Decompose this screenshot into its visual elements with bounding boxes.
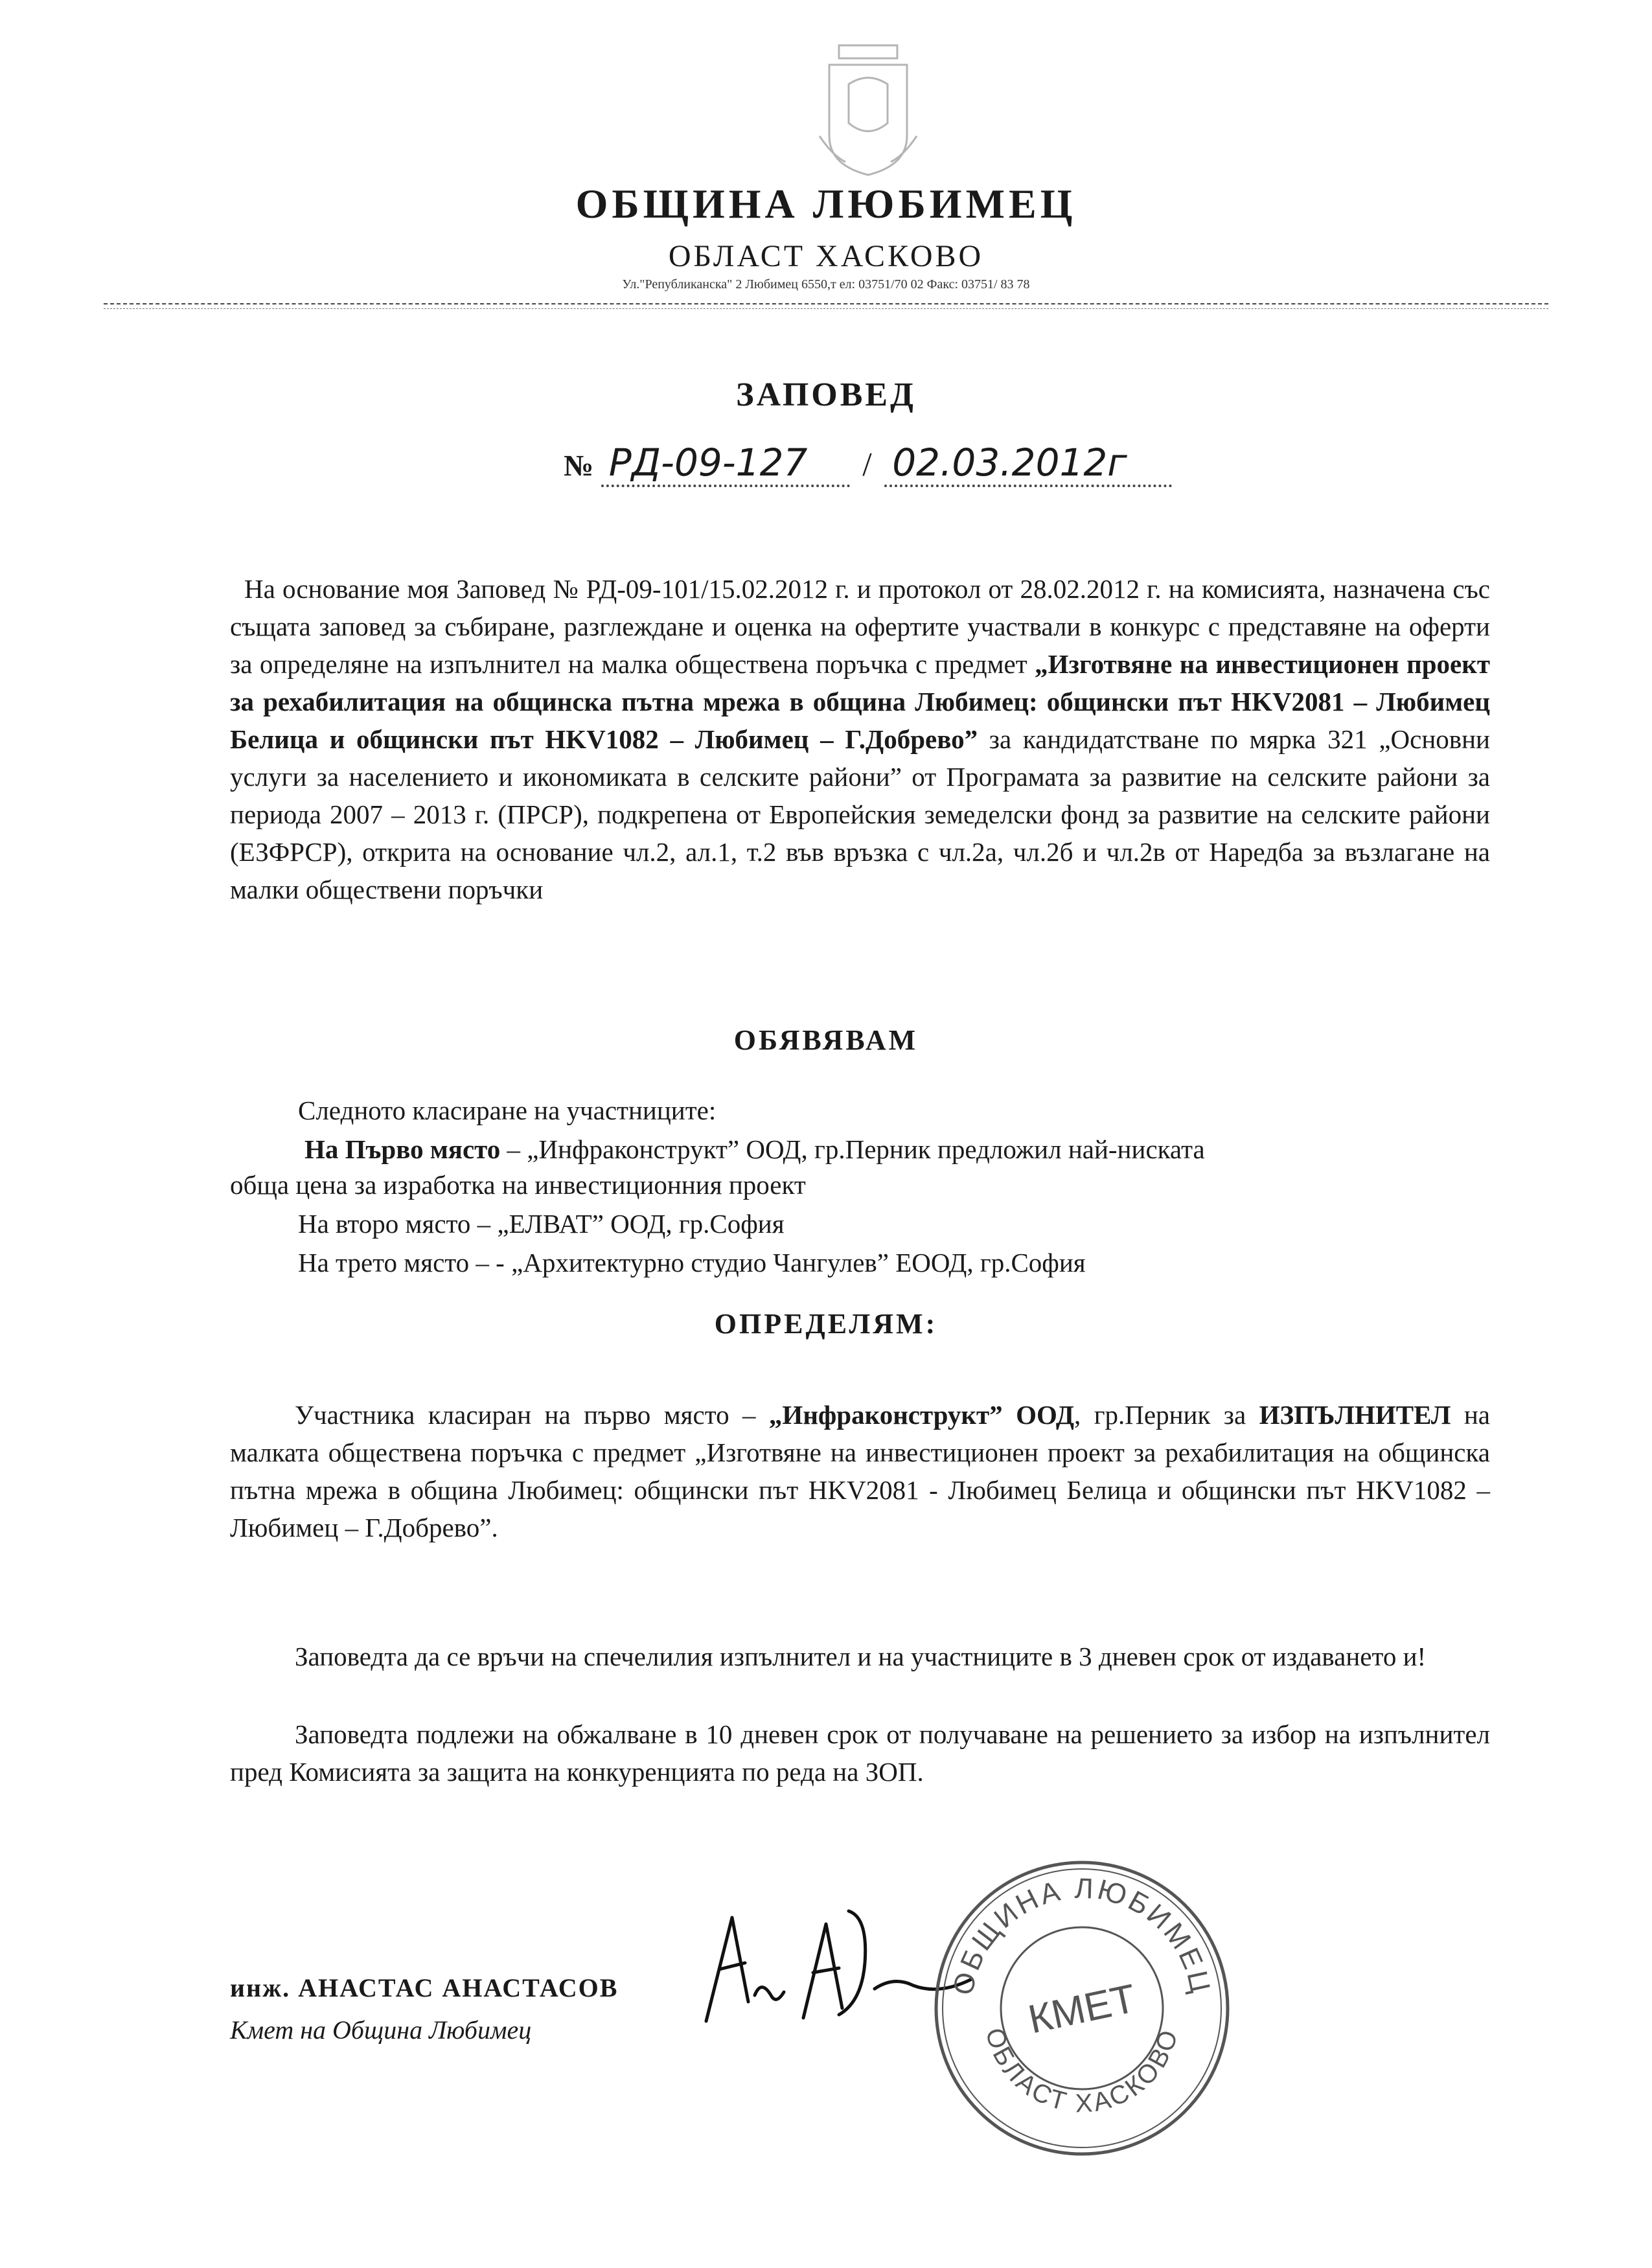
number-separator: / bbox=[862, 446, 872, 483]
winner-city: , гр.Перник за bbox=[1074, 1400, 1259, 1430]
signer-name: инж. АНАСТАС АНАСТАСОВ bbox=[230, 1973, 619, 2002]
heading-determine: ОПРЕДЕЛЯМ: bbox=[714, 1308, 938, 1340]
ranking-first-label: На Първо място bbox=[304, 1134, 501, 1164]
ranking-first-continued: обща цена за изработка на инвестиционния проект bbox=[230, 1170, 806, 1200]
winner-name: „Инфраконструкт” ООД bbox=[768, 1400, 1075, 1430]
number-sign: № bbox=[564, 449, 594, 482]
ranking-first bbox=[304, 1134, 1490, 1165]
order-number-row bbox=[564, 441, 1172, 487]
stamp-center: КМЕТ bbox=[1024, 1976, 1140, 2043]
address-line: Ул."Републиканска" 2 Любимец 6550,т ел: 03751/70 02 Факс: 03751/ 83 78 bbox=[622, 277, 1030, 292]
delivery-paragraph: Заповедта да се връчи на спечелилия изпълнител и на участниците в 3 дневен срок от издаването и! bbox=[295, 1642, 1427, 1671]
official-stamp bbox=[926, 1853, 1237, 2164]
order-date: 02.03.2012г bbox=[884, 441, 1172, 487]
procurement-subject: „Изготвяне на инвестиционен проект за рехабилитация на общинска пътна мрежа в община Любимец: общински път HKV2081 – Любимец Белица и общински път HKV1082 – Любимец – Г.Добрево” bbox=[230, 649, 1490, 754]
region-name: ОБЛАСТ ХАСКОВО bbox=[668, 239, 984, 273]
determination-paragraph bbox=[230, 1396, 1490, 1546]
contractor-label: ИЗПЪЛНИТЕЛ bbox=[1259, 1400, 1451, 1430]
municipality-name: ОБЩИНА ЛЮБИМЕЦ bbox=[575, 181, 1077, 227]
stamp-ring-top: ОБЩИНА ЛЮБИМЕЦ bbox=[946, 1872, 1217, 1999]
appeal-paragraph: Заповедта подлежи на обжалване в 10 дневен срок от получаване на решението за избор на изпълнител пред Комисията за защита на конкуренцията по реда на ЗОП. bbox=[230, 1719, 1490, 1787]
ranking-intro: Следното класиране на участниците: bbox=[298, 1095, 717, 1125]
preamble-text-end: за кандидатстване по мярка 321 „Основни услуги за населението и икономиката в селските райони” от Програмата за развитие на селските райони за периода 2007 – 2013 г. (ПРСР), подкрепена от Европейския земеделски фонд за развитие на селските райони (ЕЗФРСР), открита на основание чл.2, ал.1, т.2 във връзка с чл.2а, чл.2б и чл.2в от Наредба за възлагане на малки обществени поръчки bbox=[230, 724, 1491, 904]
order-number: РД-09-127 bbox=[601, 441, 850, 487]
heading-announce: ОБЯВЯВАМ bbox=[733, 1024, 919, 1056]
letterhead-divider-secondary bbox=[104, 308, 1548, 309]
signer-position: Кмет на Община Любимец bbox=[230, 2015, 532, 2045]
ranking-first-text: – „Инфраконструкт” ООД, гр.Перник предложил най-ниската bbox=[500, 1134, 1205, 1164]
ranking-second: На второ място – „ЕЛВАТ” ООД, гр.София bbox=[298, 1209, 785, 1239]
determination-text: Участника класиран на първо място – bbox=[295, 1400, 769, 1430]
svg-text:ОБЩИНА ЛЮБИМЕЦ bbox=[947, 1873, 1217, 1998]
letterhead-divider bbox=[104, 303, 1548, 304]
svg-text:ОБЛАСТ ХАСКОВО bbox=[980, 2025, 1184, 2118]
preamble-paragraph bbox=[230, 570, 1490, 908]
document-title: ЗАПОВЕД bbox=[736, 376, 916, 413]
stamp-ring-bottom: ОБЛАСТ ХАСКОВО bbox=[980, 2024, 1184, 2118]
preamble-text: На основание моя Заповед № РД-09-101/15.02.2012 г. и протокол от 28.02.2012 г. на комисията, назначена със същата заповед за събиране, разглеждане и оценка на офертите участвали в конкурс с представяне на оферти за определяне на изпълнител на малка обществена поръчка с предмет bbox=[230, 574, 1490, 679]
determination-subject: на малката обществена поръчка с предмет „Изготвяне на инвестиционен проект за рехабилитация на общинска пътна мрежа в община Любимец: общински път HKV2081 - Любимец Белица и общински път HKV1082 – Любимец – Г.Добрево”. bbox=[230, 1400, 1491, 1542]
ranking-third: На трето място – - „Архитектурно студио Чангулев” ЕООД, гр.София bbox=[298, 1248, 1086, 1277]
crest-emblem bbox=[813, 39, 923, 178]
